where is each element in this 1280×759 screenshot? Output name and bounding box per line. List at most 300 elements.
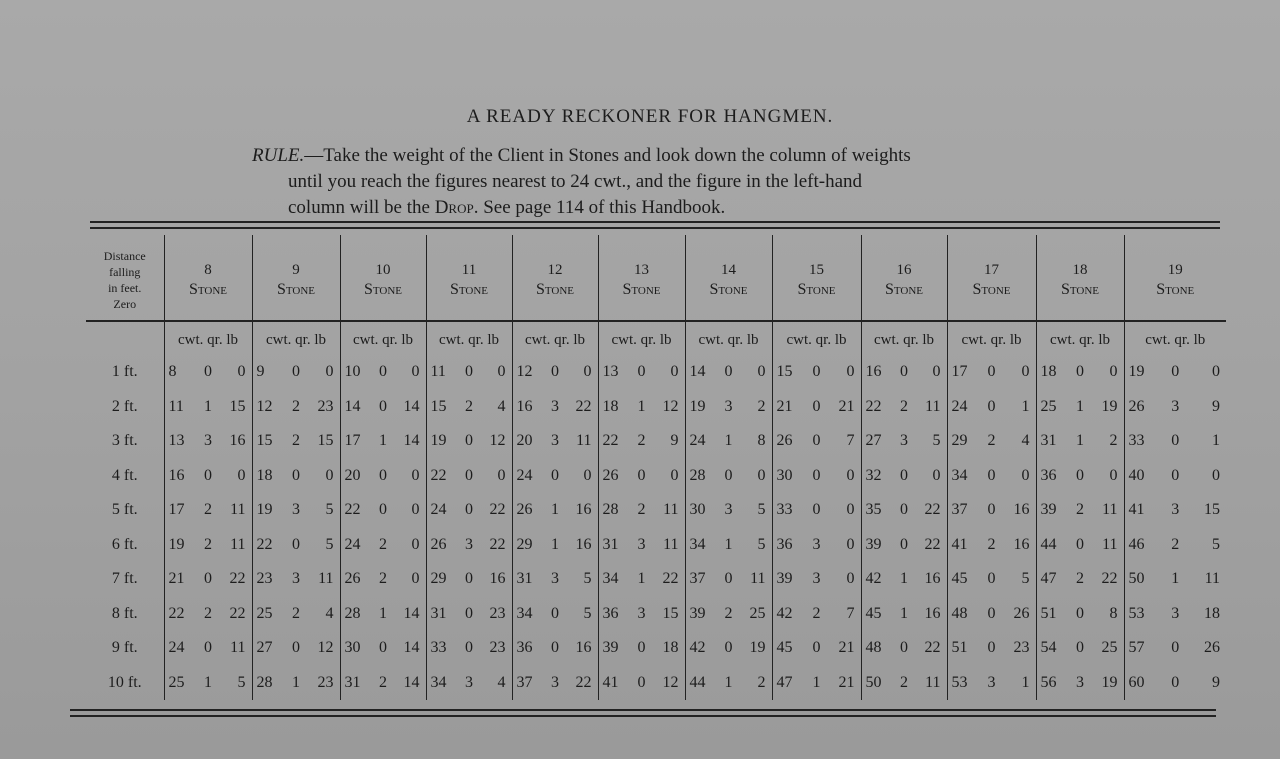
lb-value: 11 [1204, 570, 1220, 588]
unit-label: cwt. qr. lb [598, 325, 685, 355]
weight-cell [1124, 424, 1226, 459]
weight-cell [772, 631, 861, 666]
qr-value: 0 [204, 639, 212, 657]
rule-line-3 [252, 195, 1052, 221]
lb-value: 22 [924, 639, 941, 657]
cwt-value: 30 [776, 466, 793, 484]
cwt-value: 53 [951, 673, 968, 691]
weight-cell [1036, 355, 1124, 390]
cwt-value: 36 [602, 604, 619, 622]
lb-value: 0 [846, 466, 855, 484]
weight-cell [947, 528, 1036, 563]
qr-value: 2 [637, 501, 646, 519]
lb-value: 0 [846, 535, 855, 553]
qr-value: 0 [900, 535, 908, 553]
weight-cell [426, 355, 512, 390]
cwt-value: 16 [516, 397, 533, 415]
lb-value: 11 [230, 535, 246, 553]
qr-value: 0 [812, 501, 821, 519]
weight-cell [1124, 493, 1226, 528]
lb-value: 0 [583, 466, 592, 484]
weight-cell [1036, 493, 1124, 528]
cwt-value: 22 [256, 535, 273, 553]
weight-cell [252, 562, 340, 597]
qr-value: 0 [1171, 432, 1180, 450]
cwt-value: 47 [776, 673, 793, 691]
cwt-value: 60 [1128, 673, 1145, 691]
cwt-value: 41 [951, 535, 968, 553]
qr-value: 1 [724, 535, 733, 553]
weight-cell [252, 631, 340, 666]
qr-value: 0 [900, 501, 908, 519]
weight-cell [861, 355, 947, 390]
stone-number: 14 [721, 262, 736, 278]
lb-value: 0 [497, 466, 506, 484]
qr-value: 0 [987, 363, 996, 381]
unit-label: cwt. qr. lb [1036, 325, 1124, 355]
stone-column-header [772, 235, 861, 325]
lb-value: 16 [229, 432, 246, 450]
lb-value: 22 [229, 604, 246, 622]
weight-cell [685, 493, 772, 528]
weight-cell [164, 424, 252, 459]
distance-label: 3 ft. [111, 432, 138, 450]
qr-value: 2 [1076, 501, 1084, 519]
weight-cell [164, 390, 252, 425]
weight-cell [1036, 528, 1124, 563]
weight-cell [861, 493, 947, 528]
cwt-value: 45 [865, 604, 882, 622]
qr-value: 0 [1171, 639, 1180, 657]
weight-cell [598, 562, 685, 597]
lb-value: 26 [1013, 604, 1030, 622]
cwt-value: 9 [256, 363, 265, 381]
cwt-value: 26 [430, 535, 447, 553]
qr-value: 0 [724, 639, 733, 657]
weight-cell [1036, 459, 1124, 494]
lb-value: 0 [1109, 466, 1118, 484]
cwt-value: 24 [516, 466, 533, 484]
cwt-value: 26 [344, 570, 361, 588]
cwt-value: 48 [865, 639, 882, 657]
weight-cell [252, 424, 340, 459]
lb-value: 5 [237, 673, 246, 691]
qr-value: 0 [812, 432, 821, 450]
distance-header [86, 235, 164, 325]
weight-cell [1124, 528, 1226, 563]
cwt-value: 28 [256, 673, 273, 691]
qr-value: 0 [465, 639, 473, 657]
qr-value: 3 [637, 604, 646, 622]
cwt-value: 24 [689, 432, 706, 450]
cwt-value: 26 [1128, 397, 1145, 415]
qr-value: 0 [465, 432, 473, 450]
cwt-value: 42 [776, 604, 793, 622]
rule-lead: RULE. [252, 145, 305, 166]
qr-value: 1 [204, 673, 212, 691]
lb-value: 0 [757, 363, 766, 381]
cwt-value: 37 [516, 673, 533, 691]
lb-value: 22 [229, 570, 246, 588]
lb-value: 7 [846, 432, 855, 450]
qr-value: 1 [637, 397, 646, 415]
qr-value: 3 [551, 432, 559, 450]
table-row [86, 528, 1226, 563]
rule-line-2: until you reach the figures nearest to 24 cwt., and the figure in the left-hand [288, 171, 863, 192]
lb-value: 1 [1021, 673, 1030, 691]
qr-value: 2 [1171, 535, 1180, 553]
unit-label: cwt. qr. lb [861, 325, 947, 355]
cwt-value: 36 [516, 639, 533, 657]
stone-word: Stone [1156, 281, 1195, 298]
stone-number: 17 [984, 262, 999, 278]
top-double-rule-thin [90, 227, 1220, 229]
unit-label: cwt. qr. lb [772, 325, 861, 355]
weight-cell [685, 355, 772, 390]
cwt-value: 14 [344, 397, 361, 415]
unit-row [86, 325, 1226, 355]
lb-value: 0 [846, 501, 855, 519]
cwt-value: 21 [776, 397, 793, 415]
qr-value: 3 [465, 673, 473, 691]
lb-value: 2 [1109, 432, 1118, 450]
qr-value: 0 [637, 363, 646, 381]
stone-number: 19 [1167, 262, 1183, 278]
lb-value: 0 [1109, 363, 1118, 381]
weight-cell [340, 666, 426, 701]
qr-value: 1 [551, 535, 559, 553]
qr-value: 2 [987, 535, 996, 553]
lb-value: 23 [489, 604, 506, 622]
table-row [86, 597, 1226, 632]
qr-value: 0 [1076, 466, 1084, 484]
qr-value: 0 [379, 466, 387, 484]
weight-cell [426, 666, 512, 701]
qr-value: 3 [724, 397, 733, 415]
lb-value: 1 [1021, 397, 1030, 415]
weight-cell [512, 493, 598, 528]
lb-value: 9 [670, 432, 679, 450]
lb-value: 0 [411, 501, 420, 519]
stone-number: 13 [634, 262, 649, 278]
qr-value: 0 [1076, 535, 1084, 553]
qr-value: 1 [1076, 397, 1084, 415]
distance-label: 9 ft. [111, 639, 138, 657]
lb-value: 21 [838, 397, 855, 415]
cwt-value: 24 [430, 501, 447, 519]
lb-value: 9 [1212, 673, 1220, 691]
lb-value: 5 [325, 535, 334, 553]
lb-value: 11 [750, 570, 766, 588]
cwt-value: 25 [256, 604, 273, 622]
lb-value: 7 [846, 604, 855, 622]
stone-number: 10 [375, 262, 391, 278]
weight-cell [252, 597, 340, 632]
lb-value: 0 [932, 466, 941, 484]
lb-value: 11 [230, 501, 246, 519]
qr-value: 3 [812, 570, 821, 588]
table-row [86, 666, 1226, 701]
weight-cell [426, 631, 512, 666]
cwt-value: 11 [168, 397, 184, 415]
cwt-value: 34 [602, 570, 619, 588]
qr-value: 0 [812, 639, 821, 657]
weight-cell [1124, 355, 1226, 390]
bottom-double-rule-thick [70, 709, 1216, 711]
lb-value: 0 [1212, 363, 1220, 381]
unit-label: cwt. qr. lb [512, 325, 598, 355]
weight-cell [598, 390, 685, 425]
lb-value: 11 [663, 535, 679, 553]
lb-value: 23 [1013, 639, 1030, 657]
weight-cell [861, 666, 947, 701]
qr-value: 0 [204, 466, 212, 484]
cwt-value: 53 [1128, 604, 1145, 622]
lb-value: 4 [325, 604, 334, 622]
weight-cell [772, 597, 861, 632]
qr-value: 3 [1171, 604, 1180, 622]
lb-value: 5 [932, 432, 941, 450]
cwt-value: 39 [689, 604, 706, 622]
stone-word: Stone [622, 281, 661, 298]
weight-cell [1124, 666, 1226, 701]
table-row [86, 459, 1226, 494]
cwt-value: 45 [776, 639, 793, 657]
qr-value: 0 [812, 466, 821, 484]
lb-value: 12 [662, 397, 679, 415]
qr-value: 2 [900, 673, 908, 691]
qr-value: 0 [900, 363, 908, 381]
lb-value: 19 [1101, 397, 1118, 415]
cwt-value: 36 [1040, 466, 1057, 484]
lb-value: 0 [670, 466, 679, 484]
cwt-value: 15 [776, 363, 793, 381]
qr-value: 0 [292, 639, 300, 657]
qr-value: 0 [724, 466, 733, 484]
rule-line-3b: . See page 114 of this Handbook. [473, 197, 726, 218]
cwt-value: 34 [430, 673, 447, 691]
weight-cell [861, 424, 947, 459]
cwt-value: 54 [1040, 639, 1057, 657]
qr-value: 0 [465, 363, 473, 381]
lb-value: 0 [411, 535, 420, 553]
weight-cell [252, 528, 340, 563]
weight-cell [1124, 597, 1226, 632]
weight-cell [164, 355, 252, 390]
cwt-value: 35 [865, 501, 882, 519]
cwt-value: 15 [430, 397, 447, 415]
lb-value: 23 [489, 639, 506, 657]
reckoner-table [86, 235, 1226, 700]
weight-cell [164, 528, 252, 563]
cwt-value: 33 [430, 639, 447, 657]
cwt-value: 36 [776, 535, 793, 553]
qr-value: 3 [551, 397, 559, 415]
weight-cell [947, 562, 1036, 597]
lb-value: 16 [575, 501, 592, 519]
qr-value: 2 [812, 604, 821, 622]
distance-label: 10 ft. [107, 673, 142, 691]
qr-value: 0 [379, 639, 387, 657]
lb-value: 5 [583, 570, 592, 588]
qr-value: 3 [724, 501, 733, 519]
cwt-value: 34 [689, 535, 706, 553]
lb-value: 0 [411, 363, 420, 381]
weight-cell [426, 424, 512, 459]
qr-value: 1 [724, 432, 733, 450]
weight-cell [512, 666, 598, 701]
stone-column-header [252, 235, 340, 325]
lb-value: 23 [317, 673, 334, 691]
lb-value: 15 [317, 432, 334, 450]
lb-value: 11 [1102, 535, 1118, 553]
lb-value: 1 [1212, 432, 1220, 450]
qr-value: 1 [292, 673, 300, 691]
lb-value: 19 [1101, 673, 1118, 691]
stone-column-header [512, 235, 598, 325]
weight-cell [598, 493, 685, 528]
cwt-value: 19 [1128, 363, 1145, 381]
weight-cell [1036, 562, 1124, 597]
lb-value: 0 [583, 363, 592, 381]
lb-value: 19 [749, 639, 766, 657]
cwt-value: 22 [344, 501, 361, 519]
cwt-value: 17 [344, 432, 361, 450]
cwt-value: 13 [168, 432, 185, 450]
qr-value: 0 [551, 604, 559, 622]
cwt-value: 25 [1040, 397, 1057, 415]
weight-cell [252, 666, 340, 701]
cwt-value: 42 [865, 570, 882, 588]
lb-value: 21 [838, 639, 855, 657]
cwt-value: 27 [256, 639, 273, 657]
qr-value: 0 [900, 639, 908, 657]
cwt-value: 24 [344, 535, 361, 553]
qr-value: 0 [379, 363, 387, 381]
qr-value: 0 [204, 570, 212, 588]
qr-value: 0 [465, 466, 473, 484]
cwt-value: 39 [1040, 501, 1057, 519]
weight-cell [1124, 390, 1226, 425]
qr-value: 3 [637, 535, 646, 553]
lb-value: 16 [1013, 535, 1030, 553]
cwt-value: 10 [344, 363, 361, 381]
unit-row-blank [86, 325, 164, 355]
unit-label: cwt. qr. lb [252, 325, 340, 355]
lb-value: 0 [411, 466, 420, 484]
stone-column-header [947, 235, 1036, 325]
cwt-value: 8 [168, 363, 177, 381]
qr-value: 2 [292, 432, 300, 450]
qr-value: 3 [292, 501, 300, 519]
weight-cell [426, 493, 512, 528]
qr-value: 2 [465, 397, 473, 415]
cwt-value: 32 [865, 466, 882, 484]
lb-value: 22 [1101, 570, 1118, 588]
lb-value: 0 [411, 570, 420, 588]
distance-label: 4 ft. [111, 466, 138, 484]
weight-cell [685, 666, 772, 701]
cwt-value: 37 [689, 570, 706, 588]
weight-cell [426, 528, 512, 563]
lb-value: 4 [497, 673, 506, 691]
cwt-value: 26 [516, 501, 533, 519]
cwt-value: 40 [1128, 466, 1145, 484]
lb-value: 15 [1204, 501, 1220, 519]
weight-cell [685, 459, 772, 494]
cwt-value: 19 [168, 535, 185, 553]
cwt-value: 14 [689, 363, 706, 381]
lb-value: 0 [1021, 466, 1030, 484]
lb-value: 9 [1212, 397, 1220, 415]
weight-cell [340, 597, 426, 632]
unit-label: cwt. qr. lb [685, 325, 772, 355]
qr-value: 0 [812, 397, 821, 415]
qr-value: 3 [812, 535, 821, 553]
weight-cell [598, 666, 685, 701]
lb-value: 25 [1101, 639, 1118, 657]
qr-value: 0 [900, 466, 908, 484]
weight-cell [598, 528, 685, 563]
unit-label: cwt. qr. lb [340, 325, 426, 355]
lb-value: 16 [575, 535, 592, 553]
stone-word: Stone [449, 281, 489, 298]
qr-value: 1 [637, 570, 646, 588]
weight-cell [164, 666, 252, 701]
lb-value: 22 [575, 673, 592, 691]
qr-value: 2 [987, 432, 996, 450]
weight-cell [1036, 424, 1124, 459]
lb-value: 0 [757, 466, 766, 484]
stone-word: Stone [188, 281, 228, 298]
weight-cell [340, 562, 426, 597]
qr-value: 0 [724, 570, 733, 588]
lb-value: 4 [1021, 432, 1030, 450]
qr-value: 0 [551, 363, 559, 381]
weight-cell [340, 493, 426, 528]
page-title: A READY RECKONER FOR HANGMEN. [466, 106, 834, 127]
weight-cell [1036, 597, 1124, 632]
qr-value: 1 [551, 501, 559, 519]
qr-value: 3 [987, 673, 996, 691]
cwt-value: 39 [602, 639, 619, 657]
lb-value: 12 [489, 432, 506, 450]
weight-cell [1124, 459, 1226, 494]
cwt-value: 48 [951, 604, 968, 622]
lb-value: 18 [662, 639, 679, 657]
weight-cell [947, 597, 1036, 632]
stone-column-header [598, 235, 685, 325]
weight-cell [164, 459, 252, 494]
lb-value: 0 [846, 570, 855, 588]
cwt-value: 22 [602, 432, 619, 450]
lb-value: 14 [403, 432, 420, 450]
lb-value: 0 [670, 363, 679, 381]
qr-value: 0 [551, 466, 559, 484]
qr-value: 2 [379, 535, 387, 553]
lb-value: 25 [749, 604, 766, 622]
cwt-value: 19 [256, 501, 273, 519]
lb-value: 21 [838, 673, 855, 691]
qr-value: 2 [204, 604, 212, 622]
cwt-value: 28 [689, 466, 706, 484]
qr-value: 1 [204, 397, 212, 415]
weight-cell [1036, 631, 1124, 666]
lb-value: 8 [1109, 604, 1118, 622]
weight-cell [512, 597, 598, 632]
stone-column-header [164, 235, 252, 325]
cwt-value: 16 [168, 466, 185, 484]
